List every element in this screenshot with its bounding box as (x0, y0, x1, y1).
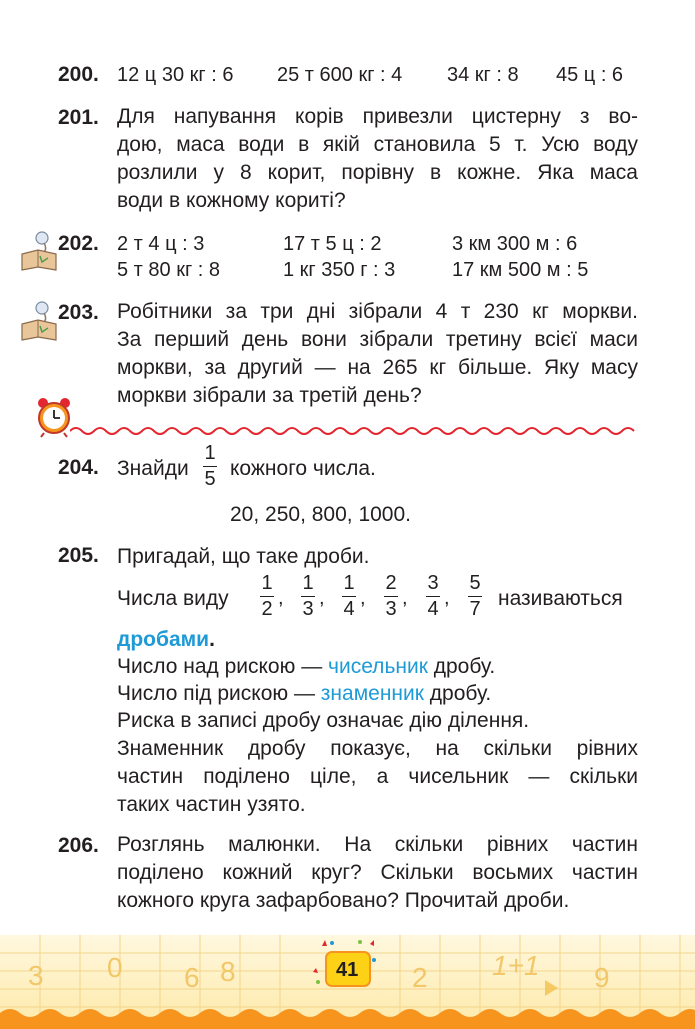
open-book-lamp-icon (20, 298, 58, 342)
text: дробу. (427, 655, 496, 678)
open-book-lamp-icon (20, 228, 58, 272)
text: Число під рискою — (117, 682, 321, 705)
task-204-before: Знайди (117, 457, 189, 480)
fraction-numerator: 1 (302, 572, 314, 594)
fraction-bar (260, 596, 274, 597)
text-line: поділено кожний круг? Скільки восьмих частин (117, 861, 638, 884)
task-200-item: 12 ц 30 кг : 6 (117, 64, 234, 86)
task-number-206: 206. (58, 834, 99, 857)
term-numerator: чисельник (328, 655, 428, 678)
term-highlight: дробами (117, 628, 210, 651)
fraction (301, 572, 315, 620)
task-205-intro: Пригадай, що таке дроби. (117, 545, 370, 568)
task-202-item: 17 т 5 ц : 2 (283, 233, 382, 255)
fraction-bar (203, 466, 217, 467)
term-fractions (117, 628, 215, 652)
footer-digit: 6 (184, 962, 200, 993)
fraction-denominator: 4 (427, 598, 439, 620)
line-denominator (117, 682, 491, 706)
footer-digit: 9 (594, 962, 610, 993)
task-200-item: 45 ц : 6 (556, 64, 624, 86)
page-number: 41 (336, 959, 359, 981)
fraction-lead: Числа виду (117, 587, 229, 610)
text-line: розлили у 8 корит, порівну в кожне. Яка маса (117, 161, 638, 184)
fraction (426, 572, 440, 620)
text: дробу. (423, 682, 492, 705)
task-202-item: 1 кг 350 г : 3 (283, 259, 396, 281)
task-number-200: 200. (58, 63, 99, 86)
fraction-denominator: 3 (385, 598, 397, 620)
footer-digit: 2 (412, 962, 428, 993)
line-bar-meaning: Риска в записі дробу означає дію ділення. (117, 709, 530, 732)
text-line: кожного круга зафарбовано? Прочитай дроби. (117, 889, 570, 912)
text-line: частин поділено ціле, а чисельник — скільки (117, 765, 638, 788)
task-202-item: 2 т 4 ц : 3 (117, 233, 205, 255)
fraction-denominator: 3 (302, 598, 314, 620)
term-dot: . (209, 628, 215, 651)
fraction-numerator: 1 (261, 572, 273, 594)
term-denominator: знаменник (320, 682, 424, 705)
fraction-comma: , (278, 587, 284, 609)
footer-digit: 0 (107, 952, 123, 983)
fraction-numerator: 3 (427, 572, 439, 594)
task-number-205: 205. (58, 544, 99, 567)
task-204-after: кожного числа. (230, 457, 376, 480)
text-line: Знаменник дробу показує, на скільки рівних (117, 737, 638, 760)
fraction-numerator: 1 (343, 572, 355, 594)
task-205-explain (117, 735, 638, 819)
task-202-item: 5 т 80 кг : 8 (117, 259, 221, 281)
fraction (342, 572, 356, 620)
task-200-item: 25 т 600 кг : 4 (277, 64, 403, 86)
fraction-bar (384, 596, 398, 597)
fraction (468, 572, 482, 620)
fraction-called: називаються (498, 587, 623, 610)
task-202-item: 3 км 300 м : 6 (452, 233, 578, 255)
text-line: моркви, за другий — на 265 кг більше. Яку масу (117, 356, 638, 379)
task-203-text (117, 298, 638, 410)
fraction-bar (468, 596, 482, 597)
fraction (260, 572, 274, 620)
task-number-204: 204. (58, 456, 99, 479)
footer-digit: 8 (220, 956, 236, 987)
text: Число над рискою — (117, 655, 329, 678)
fraction-denominator: 2 (261, 598, 273, 620)
fraction-bar (342, 596, 356, 597)
fraction-denominator: 5 (204, 468, 216, 490)
task-number-201: 201. (58, 106, 99, 129)
fraction-denominator: 7 (469, 598, 481, 620)
text-line: За перший день вони зібрали третину всієї маси (117, 328, 638, 351)
text-line: моркви зібрали за третій день? (117, 384, 422, 407)
fraction-one-fifth (203, 442, 217, 490)
line-numerator (117, 655, 495, 679)
fraction-bar (301, 596, 315, 597)
text-line: дою, маса води в якій становила 5 т. Усю воду (117, 133, 638, 156)
footer-digit: 1+1 (492, 950, 540, 981)
task-204-numbers: 20, 250, 800, 1000. (230, 503, 411, 526)
text-line: таких частин узято. (117, 793, 306, 816)
fraction-numerator: 5 (469, 572, 481, 594)
task-202-item: 17 км 500 м : 5 (452, 259, 589, 281)
task-201-text (117, 103, 638, 215)
fraction-comma: , (360, 587, 366, 609)
text-line: Розглянь малюнки. На скільки рівних частин (117, 833, 638, 856)
fraction-numerator: 1 (204, 442, 216, 464)
fraction-comma: , (402, 587, 408, 609)
alarm-clock-icon (34, 396, 74, 438)
task-200-item: 34 кг : 8 (447, 64, 519, 86)
wavy-divider (70, 425, 640, 437)
task-number-202: 202. (58, 232, 99, 255)
text-line: води в кожному кориті? (117, 189, 346, 212)
fraction-comma: , (444, 587, 450, 609)
fraction-comma: , (319, 587, 325, 609)
fraction-bar (426, 596, 440, 597)
text-line: Робітники за три дні зібрали 4 т 230 кг моркви. (117, 300, 638, 323)
footer-digit: 3 (28, 960, 44, 991)
fraction (384, 572, 398, 620)
fraction-numerator: 2 (385, 572, 397, 594)
task-206-text (117, 831, 638, 915)
text-line: Для напування корів привезли цистерну з во- (117, 105, 638, 128)
fraction-denominator: 4 (343, 598, 355, 620)
task-number-203: 203. (58, 301, 99, 324)
